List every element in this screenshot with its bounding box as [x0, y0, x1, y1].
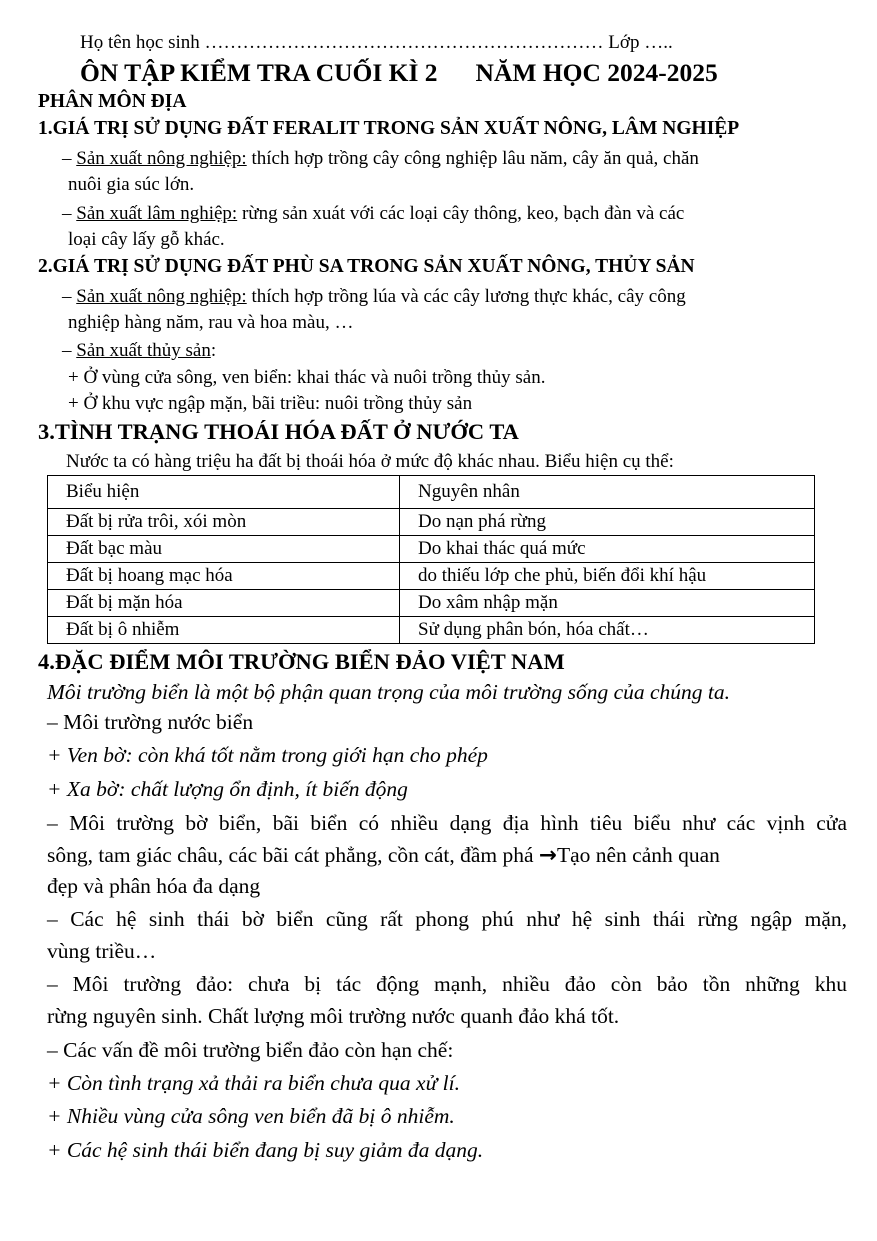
table-cell: Đất bị rửa trôi, xói mòn	[48, 509, 400, 536]
ecosystem-line-2: vùng triều…	[47, 939, 157, 963]
table-cell: Đất bị mặn hóa	[48, 590, 400, 617]
section-3-heading: 3.TÌNH TRẠNG THOÁI HÓA ĐẤT Ở NƯỚC TA	[38, 419, 519, 444]
bullet-text: rừng sản xuát với các loại cây thông, keo, bạch đàn và các	[237, 203, 685, 224]
issue-item-1: + Còn tình trạng xả thải ra biển chưa qua xử lí.	[47, 1071, 460, 1095]
issues-heading: – Các vấn đề môi trường biển đảo còn hạn chế:	[47, 1038, 454, 1062]
table-cell: Đất bị hoang mạc hóa	[48, 563, 400, 590]
issue-item-2: + Nhiều vùng cửa sông ven biển đã bị ô nhiễm.	[47, 1104, 455, 1128]
section-2-bullet-2: – Sản xuất thủy sản:	[62, 340, 217, 361]
coast-line-3: đẹp và phân hóa đa dạng	[47, 874, 261, 898]
table-row	[48, 563, 815, 590]
section-2-heading: 2.GIÁ TRỊ SỬ DỤNG ĐẤT PHÙ SA TRONG SẢN XUẤT NÔNG, THỦY SẢN	[38, 256, 695, 277]
issue-item-3: + Các hệ sinh thái biển đang bị suy giảm đa dạng.	[47, 1138, 484, 1162]
section-2-bullet-1-cont: nghiệp hàng năm, rau và hoa màu, …	[68, 312, 354, 333]
section-2-sub-1: + Ở vùng cửa sông, ven biển: khai thác và nuôi trồng thủy sản.	[68, 367, 546, 388]
section-3-intro: Nước ta có hàng triệu ha đất bị thoái hóa ở mức độ khác nhau. Biểu hiện cụ thể:	[66, 451, 674, 472]
subject-heading: PHÂN MÔN ĐỊA	[38, 91, 187, 112]
table-row	[48, 509, 815, 536]
title-school-year: NĂM HỌC 2024-2025	[475, 58, 718, 87]
bullet-label: Sản xuất nông nghiệp:	[76, 148, 247, 169]
arrow-right-icon: →	[538, 843, 557, 868]
table-row	[48, 590, 815, 617]
soil-degradation-table	[47, 475, 815, 644]
table-cell: Đất bị ô nhiễm	[48, 617, 400, 644]
sea-water-offshore: + Xa bờ: chất lượng ổn định, ít biến động	[47, 777, 408, 801]
section-1-bullet-1-cont: nuôi gia súc lớn.	[68, 174, 195, 195]
bullet-text: thích hợp trồng lúa và các cây lương thực khác, cây công	[246, 286, 686, 307]
island-line-1: – Môi trường đảo: chưa bị tác động mạnh, nhiều đảo còn bảo tồn những khu	[47, 972, 847, 996]
section-2-sub-2: + Ở khu vực ngập mặn, bãi triều: nuôi trồng thủy sản	[68, 393, 473, 414]
table-cell: Do nạn phá rừng	[400, 509, 815, 536]
section-1-heading: 1.GIÁ TRỊ SỬ DỤNG ĐẤT FERALIT TRONG SẢN XUẤT NÔNG, LÂM NGHIỆP	[38, 118, 740, 139]
bullet-label: Sản xuất nông nghiệp:	[76, 286, 247, 307]
table-row	[48, 617, 815, 644]
table-cell: Do khai thác quá mức	[400, 536, 815, 563]
bullet-label: Sản xuất thủy sản	[76, 340, 211, 361]
ecosystem-line-1: – Các hệ sinh thái bờ biển cũng rất phong phú như hệ sinh thái rừng ngập mặn,	[47, 907, 847, 931]
bullet-text: :	[210, 340, 217, 361]
bullet-text: thích hợp trồng cây công nghiệp lâu năm, cây ăn quả, chăn	[246, 148, 699, 169]
coast-text: sông, tam giác châu, các bãi cát phẳng, cồn cát, đầm phá	[47, 843, 534, 867]
table-header-cell: Biểu hiện	[48, 476, 400, 509]
sea-water-item: – Môi trường nước biển	[47, 710, 254, 734]
section-4-intro: Môi trường biển là một bộ phận quan trọng của môi trường sống của chúng ta.	[47, 680, 731, 704]
student-info-line: Họ tên học sinh ……………………………………………………… Lớp …..	[80, 32, 673, 53]
section-1-bullet-1: – Sản xuất nông nghiệp: thích hợp trồng cây công nghiệp lâu năm, cây ăn quả, chăn	[62, 148, 699, 169]
section-1-bullet-2: – Sản xuất lâm nghiệp: rừng sản xuát với các loại cây thông, keo, bạch đàn và các	[62, 203, 685, 224]
coast-line-2	[47, 843, 720, 868]
title-exam: ÔN TẬP KIỂM TRA CUỐI KÌ 2	[80, 58, 438, 87]
table-row	[48, 536, 815, 563]
table-cell: Do xâm nhập mặn	[400, 590, 815, 617]
section-2-bullet-1: – Sản xuất nông nghiệp: thích hợp trồng lúa và các cây lương thực khác, cây công	[62, 286, 686, 307]
table-cell: do thiếu lớp che phủ, biến đổi khí hậu	[400, 563, 815, 590]
sea-water-nearshore: + Ven bờ: còn khá tốt nằm trong giới hạn cho phép	[47, 743, 488, 767]
coast-result: Tạo nên cảnh quan	[556, 843, 720, 867]
island-line-2: rừng nguyên sinh. Chất lượng môi trường nước quanh đảo khá tốt.	[47, 1004, 620, 1028]
section-4-heading: 4.ĐẶC ĐIỂM MÔI TRƯỜNG BIỂN ĐẢO VIỆT NAM	[38, 649, 565, 674]
page-title	[80, 58, 718, 88]
table-header-cell: Nguyên nhân	[400, 476, 815, 509]
table-cell: Đất bạc màu	[48, 536, 400, 563]
bullet-label: Sản xuất lâm nghiệp:	[76, 203, 238, 224]
table-header-row	[48, 476, 815, 509]
section-1-bullet-2-cont: loại cây lấy gỗ khác.	[68, 229, 225, 250]
coast-line-1: – Môi trường bờ biển, bãi biển có nhiều dạng địa hình tiêu biểu như các vịnh cửa	[47, 811, 847, 835]
table-cell: Sử dụng phân bón, hóa chất…	[400, 617, 815, 644]
